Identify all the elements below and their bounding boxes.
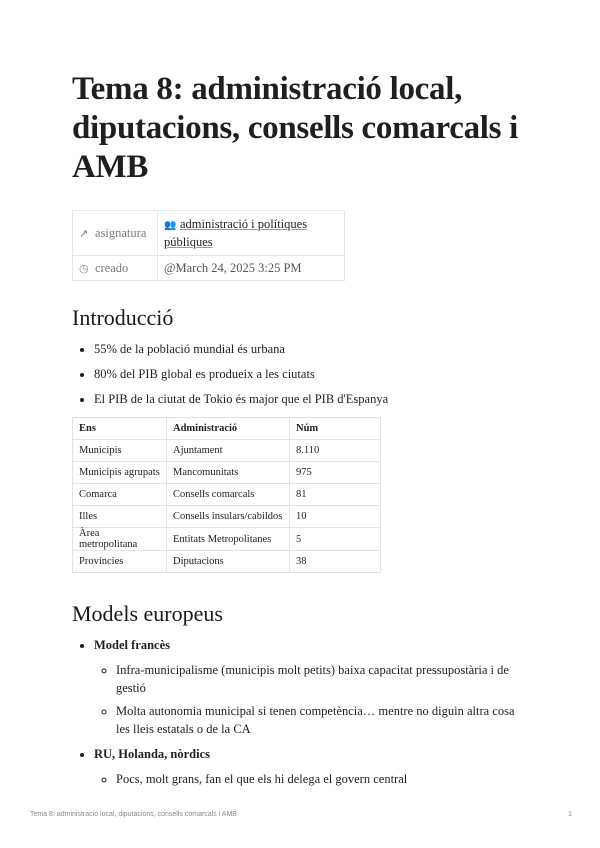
list-item [94,745,528,788]
table-cell: Consells comarcals [167,484,290,506]
ens-table [72,417,381,573]
list-item: • El PIB de la ciutat de Tokio és major que el PIB d'Espanya [94,390,528,408]
property-value [158,211,345,256]
table-cell: 975 [290,462,381,484]
property-label: asignatura [95,225,147,240]
table-row [73,506,381,528]
table-cell: Ajuntament [167,440,290,462]
table-cell: 38 [290,551,381,573]
intro-bullet-list [72,340,528,408]
group-title: RU, Holanda, nòrdics [94,747,210,761]
table-cell: 8.110 [290,440,381,462]
table-cell: Diputacions [167,551,290,573]
section-heading-models-europeus: Models europeus [72,601,223,626]
table-cell: Entitats Metropolitanes [167,528,290,551]
models-bullet-list [72,636,528,788]
column-header: Ens [73,418,167,440]
section-heading-introduccio: Introducció [72,305,174,330]
table-cell: 10 [290,506,381,528]
table-cell: Municipis [73,440,167,462]
page-title: Tema 8: administració local, diputacions, consells comarcals i AMB [72,71,519,185]
page-footer [30,811,572,818]
sub-bullet-list [94,661,528,738]
list-item: ◦ Infra-municipalisme (municipis molt petits) baixa capacitat pressupostària i de gestió [116,661,528,697]
page-number: 1 [568,811,572,818]
list-item: • 80% del PIB global es produeix a les ciutats [94,365,528,383]
property-row-creado [73,256,345,281]
table-row [73,462,381,484]
table-cell: Mancomunitats [167,462,290,484]
properties-table [72,210,345,281]
clock-icon: ◷ [79,261,89,275]
table-row [73,551,381,573]
table-cell: Illes [73,506,167,528]
sub-bullet-list [94,770,528,788]
table-cell: 5 [290,528,381,551]
table-cell: Províncies [73,551,167,573]
property-key [73,211,158,256]
list-item: • 55% de la població mundial és urbana [94,340,528,358]
people-icon: 👥 [164,220,177,231]
relation-link[interactable]: administració i polítiques públiques [164,217,308,249]
property-row-asignatura [73,211,345,256]
table-header-row [73,418,381,440]
list-item [94,636,528,738]
property-label: creado [95,260,129,275]
group-title: Model francès [94,638,171,652]
table-row [73,440,381,462]
table-cell: Municipis agrupats [73,462,167,484]
table-cell: Àrea metropolitana [73,528,167,551]
arrow-up-right-icon: ↗ [79,226,89,240]
property-value: @March 24, 2025 3:25 PM [158,256,345,281]
column-header: Administració [167,418,290,440]
list-item: ◦ Pocs, molt grans, fan el que els hi delega el govern central [116,770,528,788]
column-header: Núm [290,418,381,440]
footer-title: Tema 8: administració local, diputacions, consells comarcals i AMB [30,811,237,818]
table-row [73,484,381,506]
document-page [72,70,528,788]
table-cell: Comarca [73,484,167,506]
table-row [73,528,381,551]
table-cell: Consells insulars/cabildos [167,506,290,528]
list-item: ◦ Molta autonomia municipal si tenen competència… mentre no diguin altra cosa les lleis estatals o de la CA [116,702,528,738]
table-cell: 81 [290,484,381,506]
property-key [73,256,158,281]
